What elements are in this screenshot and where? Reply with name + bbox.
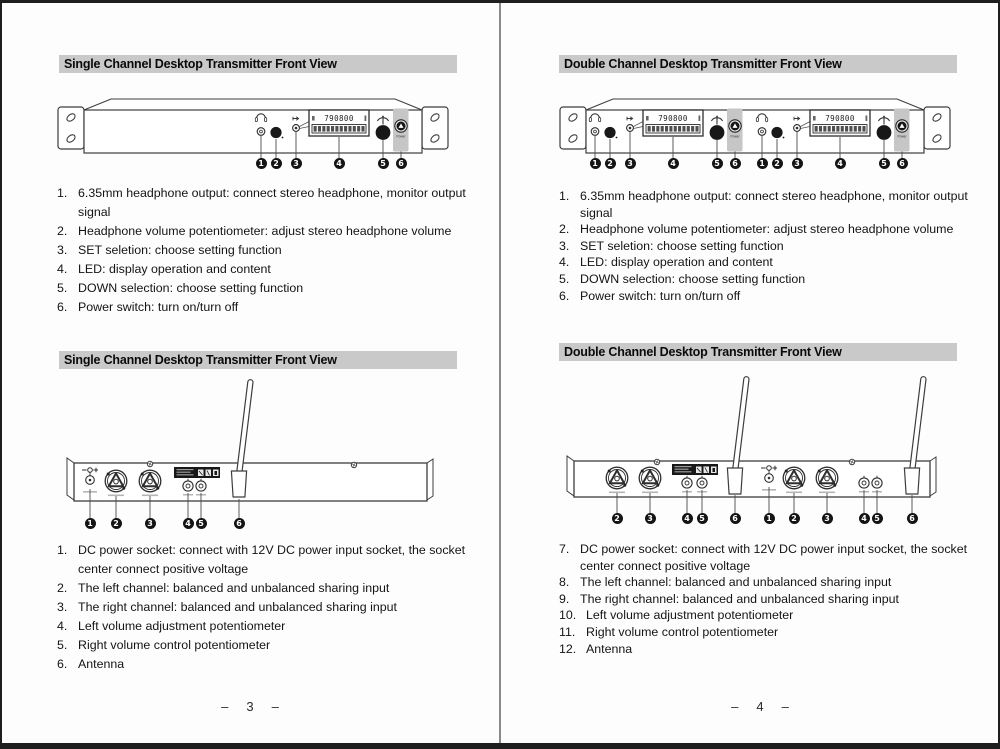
callout: 1 [256,158,267,169]
callout: 4 [682,513,693,524]
list-item: 3. The right channel: balanced and unbalanced sharing input [57,600,397,614]
callout: 6 [234,518,245,529]
callout: 4 [183,518,194,529]
callout: 3 [145,518,156,529]
list-item: 3. SET seletion: choose setting function [559,238,784,253]
section-header-text: Single Channel Desktop Transmitter Front View [64,353,337,367]
dash: – [731,699,739,714]
double-front-view-diagram [559,96,951,174]
single-front-view-diagram [57,96,449,174]
callout: 5 [872,513,883,524]
list-item: 6. Power switch: turn on/turn off [559,288,741,303]
list-item: 5. Right volume control potentiometer [57,638,271,652]
label-plate [672,464,718,475]
screw-icon [849,459,854,464]
section-header [559,343,957,361]
callout: 4 [334,158,345,169]
callout: 5 [712,158,723,169]
page-left [2,3,502,749]
list-item: 10. Left volume adjustment potentiometer [559,608,794,623]
callout: 3 [625,158,636,169]
callout: 1 [85,518,96,529]
list-item: 4. LED: display operation and content [57,262,271,276]
list-item: 6. Antenna [57,657,125,671]
callout: 5 [697,513,708,524]
list-item: 12. Antenna [559,641,633,656]
callout: 3 [645,513,656,524]
rack-chassis [58,99,448,153]
page-number: – 3 – [221,699,279,714]
callout: 2 [605,158,616,169]
power-label: Power [396,134,406,139]
label-plate [174,467,220,478]
list-item: 6. Power switch: turn on/turn off [57,300,239,314]
callout: 2 [111,518,122,529]
list-item: 7. DC power socket: connect with 12V DC power input socket, the socket center connect positive voltage [559,542,968,573]
lcd-display: 790800 [324,114,354,123]
section-header-text: Double Channel Desktop Transmitter Front View [564,345,842,359]
callout: 6 [396,158,407,169]
power-label: Power [730,134,740,139]
callout: 2 [789,513,800,524]
callout: 5 [196,518,207,529]
callout: 4 [859,513,870,524]
callout: 4 [668,158,679,169]
front-feature-list [57,184,493,317]
page-right [502,3,1000,749]
single-rear-view-diagram [52,375,452,531]
callout: 2 [772,158,783,169]
double-rear-view-diagram [552,369,952,529]
list-item: 3. SET seletion: choose setting function [57,243,282,257]
list-item: 1. 6.35mm headphone output: connect stereo headphone, monitor output signal [57,186,466,219]
dash: – [781,699,789,714]
callout: 1 [764,513,775,524]
rear-feature-list [559,541,995,657]
lcd-display: 790800 [825,114,855,123]
list-item: 9. The right channel: balanced and unbalanced sharing input [559,591,899,606]
callout: 6 [907,513,918,524]
callout: 6 [897,158,908,169]
callout: 1 [757,158,768,169]
list-item: 4. Left volume adjustment potentiometer [57,619,286,633]
section-header [59,55,457,73]
callout: 4 [835,158,846,169]
dash: – [221,699,229,714]
callout: 2 [612,513,623,524]
list-item: 2. Headphone volume potentiometer: adjust stereo headphone volume [57,224,452,238]
section-header [59,351,457,369]
rear-feature-list [57,541,493,674]
page-number: – 4 – [731,699,789,714]
list-item: 1. DC power socket: connect with 12V DC power input socket, the socket center connect positive voltage [57,543,466,576]
callout: 5 [879,158,890,169]
rack-chassis [560,99,950,153]
callout: 5 [378,158,389,169]
section-header [559,55,957,73]
screw-icon [654,459,659,464]
list-item: 5. DOWN selection: choose setting function [559,271,806,286]
screw-icon [351,462,356,467]
callout: 3 [822,513,833,524]
screw-icon [147,461,152,466]
callout: 3 [792,158,803,169]
list-item: 8. The left channel: balanced and unbalanced sharing input [559,575,892,590]
dash: – [271,699,279,714]
list-item: 4. LED: display operation and content [559,255,773,270]
callout: 3 [291,158,302,169]
section-header-text: Double Channel Desktop Transmitter Front View [564,57,842,71]
power-label: Power [897,134,907,139]
callout: 6 [730,158,741,169]
list-item: 2. Headphone volume potentiometer: adjust stereo headphone volume [559,222,954,237]
lcd-display: 790800 [658,114,688,123]
list-item: 2. The left channel: balanced and unbalanced sharing input [57,581,390,595]
section-header-text: Single Channel Desktop Transmitter Front View [64,57,337,71]
callout: 2 [271,158,282,169]
list-item: 5. DOWN selection: choose setting function [57,281,304,295]
callout: 6 [730,513,741,524]
callout: 1 [590,158,601,169]
front-feature-list [559,188,995,304]
list-item: 11. Right volume control potentiometer [559,624,779,639]
list-item: 1. 6.35mm headphone output: connect stereo headphone, monitor output signal [559,189,968,220]
